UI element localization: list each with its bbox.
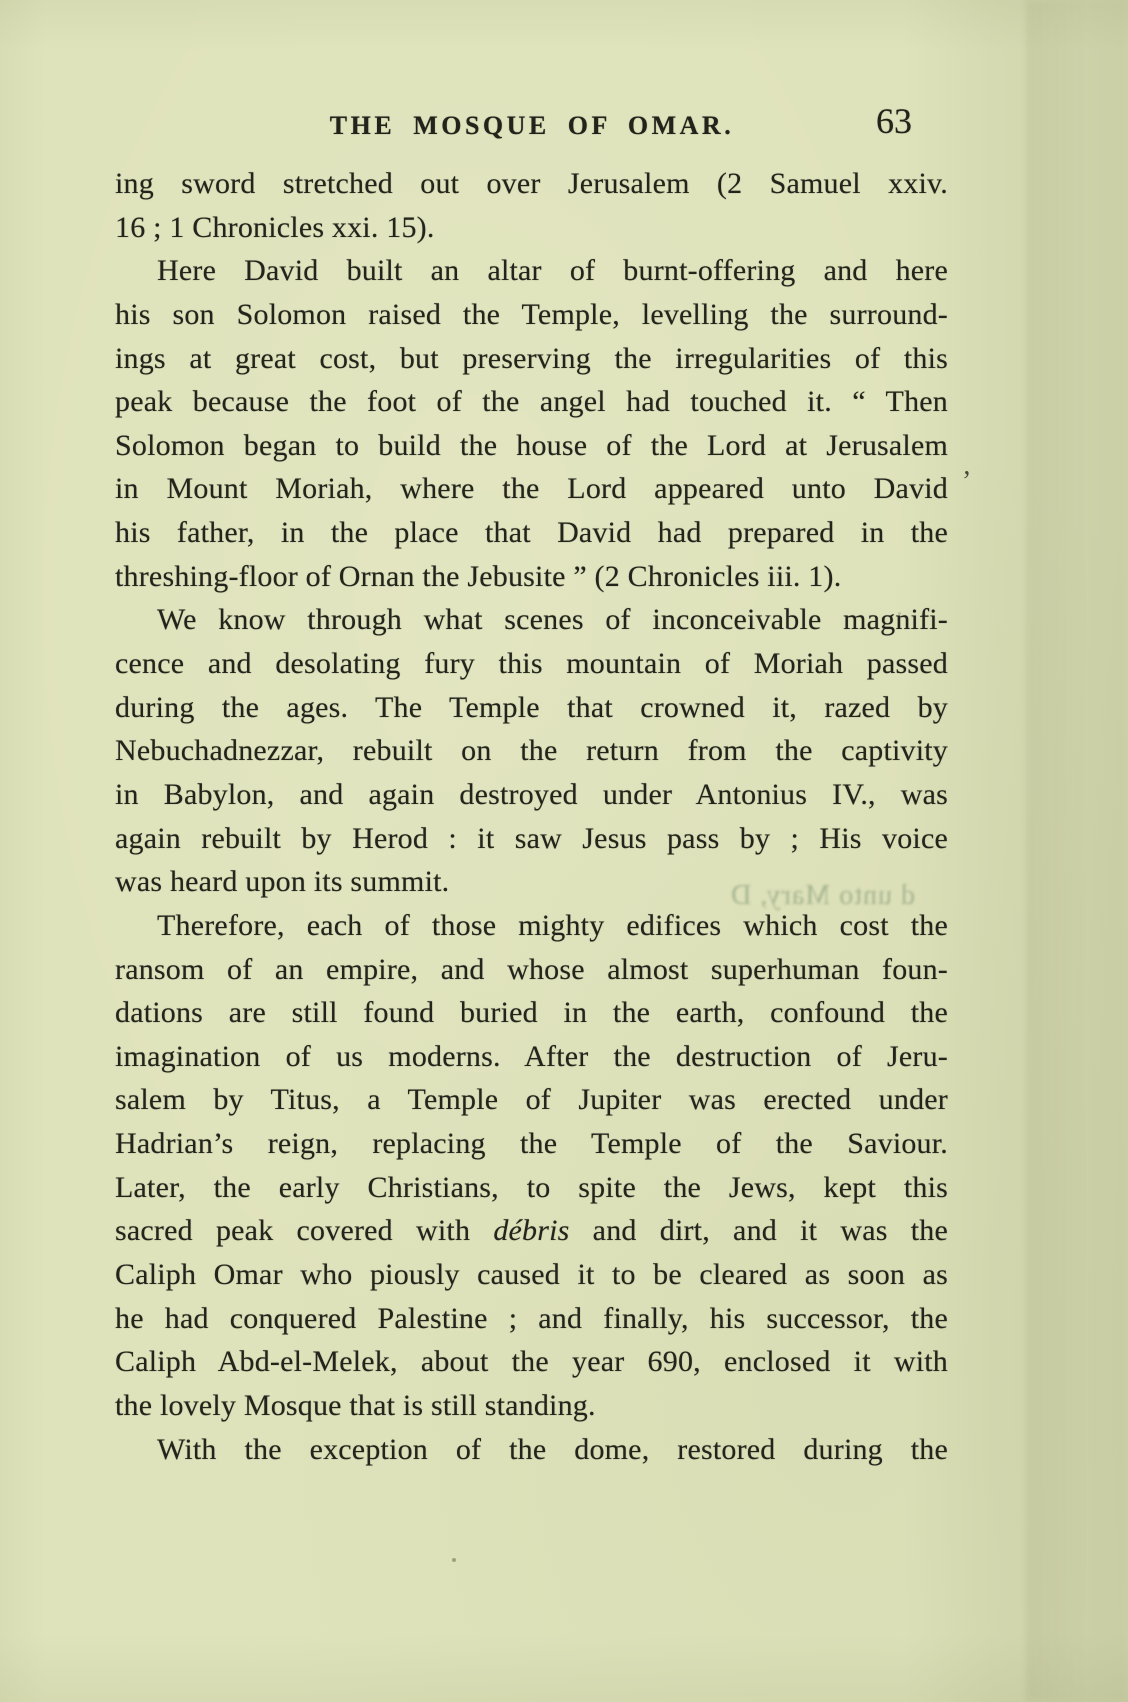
- text-line: was heard upon its summit.: [115, 865, 450, 899]
- text-line: Therefore, each of those mighty edifices which cost the: [157, 908, 948, 942]
- text-segment: and dirt, and it was the: [569, 1214, 948, 1248]
- text-line: peak because the foot of the angel had touched it. “ Then: [115, 385, 948, 419]
- text-line: his father, in the place that David had prepared in the: [115, 516, 948, 550]
- page-number: 63: [876, 101, 912, 141]
- text-line: ransom of an empire, and whose almost superhuman foun-: [115, 952, 948, 986]
- text-line: again rebuilt by Herod : it saw Jesus pass by ; His voice: [115, 821, 948, 855]
- text-line: 16 ; 1 Chronicles xxi. 15).: [115, 210, 435, 244]
- body-text: [115, 162, 948, 1471]
- text-line: the lovely Mosque that is still standing.: [115, 1388, 596, 1422]
- text-line: ings at great cost, but preserving the irregularities of this: [115, 341, 948, 375]
- running-head: THE MOSQUE OF OMAR.: [329, 111, 735, 140]
- text-line: We know through what scenes of inconceivable magnifi-: [157, 603, 948, 637]
- text-line: Hadrian’s reign, replacing the Temple of the Saviour.: [115, 1127, 948, 1161]
- text-line: Later, the early Christians, to spite the Jews, kept this: [115, 1170, 948, 1204]
- text-line: he had conquered Palestine ; and finally, his successor, the: [115, 1301, 948, 1335]
- text-line: Caliph Abd-el-Melek, about the year 690, enclosed it with: [115, 1345, 948, 1379]
- text-line: Solomon began to build the house of the Lord at Jerusalem: [115, 428, 948, 462]
- text-line: his son Solomon raised the Temple, levelling the surround-: [115, 297, 948, 331]
- paper-speck: [898, 612, 901, 615]
- page-edge-shadow: [1026, 0, 1128, 1702]
- text-line: threshing-floor of Ornan the Jebusite ” (2 Chronicles iii. 1).: [115, 559, 842, 593]
- text-line: cence and desolating fury this mountain of Moriah passed: [115, 647, 948, 681]
- text-line: dations are still found buried in the earth, confound the: [115, 996, 948, 1030]
- paper-speck: [452, 1558, 456, 1562]
- text-segment: sacred peak covered with: [115, 1214, 494, 1248]
- show-through-text: d unto Mary, D: [730, 880, 915, 911]
- text-line: imagination of us moderns. After the destruction of Jeru-: [115, 1039, 948, 1073]
- text-line: in Mount Moriah, where the Lord appeared unto David: [115, 472, 948, 506]
- text-line: in Babylon, and again destroyed under Antonius IV., was: [115, 777, 948, 811]
- text-line: Caliph Omar who piously caused it to be cleared as soon as: [115, 1258, 948, 1292]
- text-line: With the exception of the dome, restored during the: [157, 1432, 948, 1466]
- italic-word: débris: [493, 1214, 570, 1248]
- stray-ink-mark: ’: [962, 466, 972, 497]
- text-line: Here David built an altar of burnt-offering and here: [157, 254, 948, 288]
- text-line: Nebuchadnezzar, rebuilt on the return from the captivity: [115, 734, 948, 768]
- text-line: [115, 1209, 948, 1253]
- text-line: during the ages. The Temple that crowned it, razed by: [115, 690, 948, 724]
- text-line: ing sword stretched out over Jerusalem (2 Samuel xxiv.: [115, 167, 948, 200]
- text-line: salem by Titus, a Temple of Jupiter was erected under: [115, 1083, 948, 1117]
